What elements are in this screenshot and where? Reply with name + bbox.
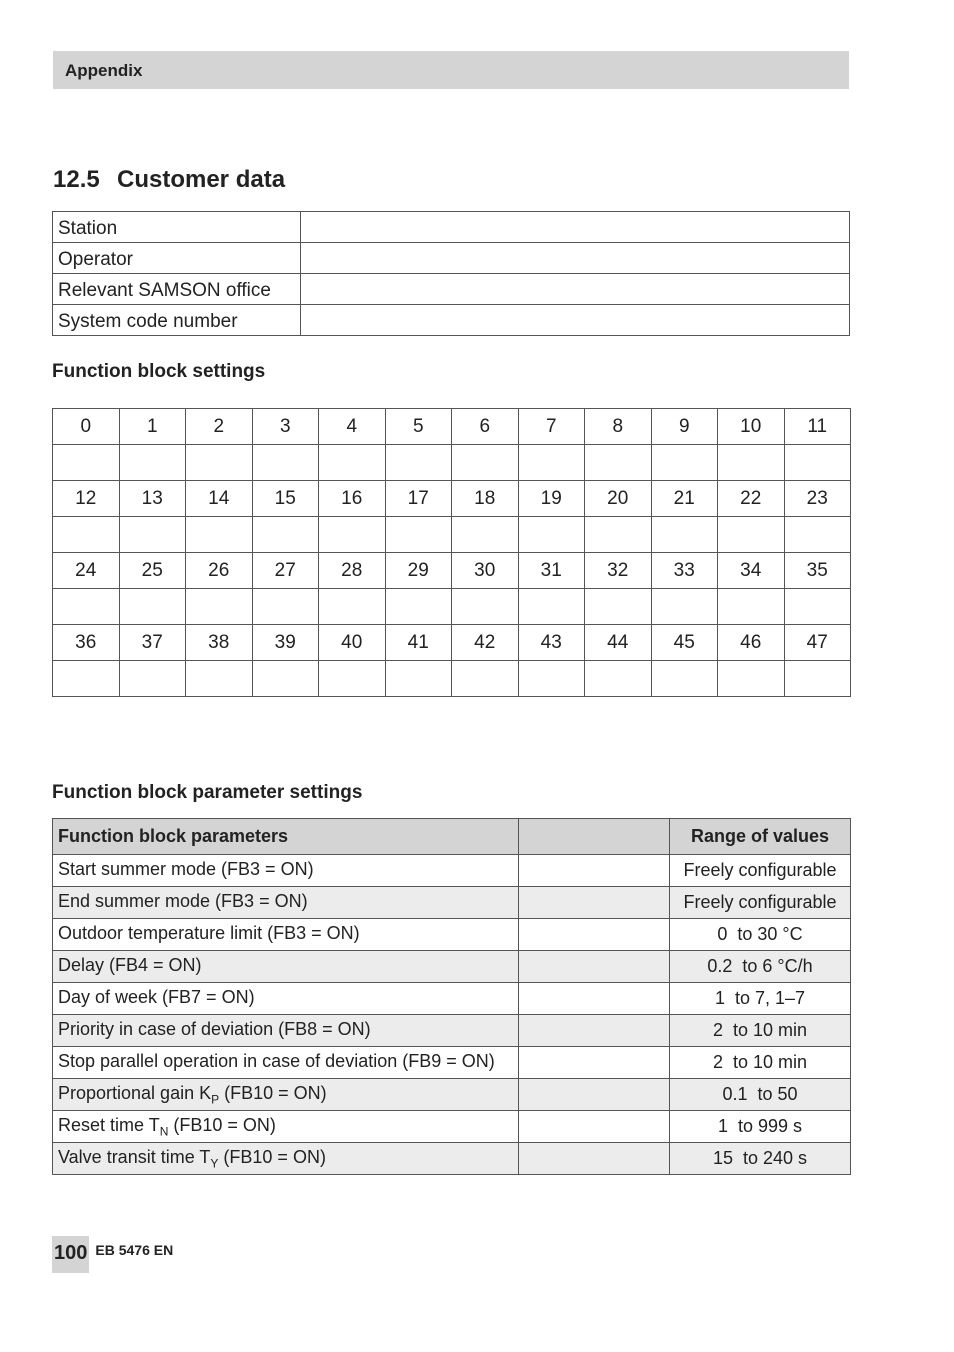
fb-number-cell: 28 xyxy=(319,553,386,589)
fb-value-cell[interactable] xyxy=(718,661,785,697)
param-name-suffix: (FB10 = ON) xyxy=(218,1146,326,1167)
param-name xyxy=(53,887,519,919)
param-value-cell[interactable] xyxy=(519,855,670,887)
fb-value-cell[interactable] xyxy=(385,445,452,481)
fb-number-cell: 27 xyxy=(252,553,319,589)
param-value-cell[interactable] xyxy=(519,1111,670,1143)
fb-value-cell[interactable] xyxy=(53,517,120,553)
table-row xyxy=(53,1047,851,1079)
table-row xyxy=(53,1015,851,1047)
fb-number-cell: 16 xyxy=(319,481,386,517)
fb-number-cell: 41 xyxy=(385,625,452,661)
fb-value-cell[interactable] xyxy=(452,517,519,553)
section-title-text: Customer data xyxy=(117,166,286,193)
fb-number-cell: 38 xyxy=(186,625,253,661)
fb-value-row xyxy=(53,445,851,481)
param-name-text: Delay (FB4 = ON) xyxy=(58,954,202,975)
param-name-subscript: Y xyxy=(210,1156,219,1171)
table-header-row xyxy=(53,819,851,855)
fb-number-cell: 46 xyxy=(718,625,785,661)
fb-value-cell[interactable] xyxy=(585,589,652,625)
fb-params-heading: Function block parameter settings xyxy=(52,782,363,803)
field-label-samson-office: Relevant SAMSON office xyxy=(53,274,301,305)
fb-number-cell: 2 xyxy=(186,409,253,445)
param-range-cell xyxy=(670,855,851,887)
param-name-text: Stop parallel operation in case of deviation (FB9 = ON) xyxy=(58,1050,495,1071)
param-range: 0 to 30 °C xyxy=(717,924,803,944)
fb-number-cell: 7 xyxy=(518,409,585,445)
fb-number-row xyxy=(53,409,851,445)
fb-value-cell[interactable] xyxy=(718,517,785,553)
fb-value-cell[interactable] xyxy=(119,517,186,553)
fb-value-cell[interactable] xyxy=(252,661,319,697)
fb-value-cell[interactable] xyxy=(784,517,851,553)
fb-value-cell[interactable] xyxy=(518,517,585,553)
fb-value-cell[interactable] xyxy=(319,517,386,553)
fb-number-cell: 45 xyxy=(651,625,718,661)
param-name-text: Valve transit time T xyxy=(58,1146,211,1167)
fb-value-cell[interactable] xyxy=(651,661,718,697)
param-range: Freely configurable xyxy=(683,860,837,880)
param-range: 1 to 7, 1–7 xyxy=(714,988,806,1008)
fb-value-cell[interactable] xyxy=(452,445,519,481)
fb-value-cell[interactable] xyxy=(718,589,785,625)
fb-number-cell: 14 xyxy=(186,481,253,517)
param-name xyxy=(53,1079,519,1111)
section-number: 12.5 xyxy=(53,166,100,193)
field-value-samson-office[interactable] xyxy=(301,274,850,305)
fb-value-cell[interactable] xyxy=(252,517,319,553)
fb-value-cell[interactable] xyxy=(518,445,585,481)
fb-value-cell[interactable] xyxy=(186,517,253,553)
fb-number-cell: 47 xyxy=(784,625,851,661)
fb-number-cell: 42 xyxy=(452,625,519,661)
param-name-text: Proportional gain K xyxy=(58,1082,212,1103)
fb-value-row xyxy=(53,589,851,625)
fb-number-cell: 43 xyxy=(518,625,585,661)
fb-number-cell: 34 xyxy=(718,553,785,589)
fb-number-cell: 0 xyxy=(53,409,120,445)
table-row xyxy=(53,243,850,274)
param-name-suffix: (FB10 = ON) xyxy=(168,1114,276,1135)
param-name xyxy=(53,1111,519,1143)
fb-value-cell[interactable] xyxy=(585,517,652,553)
fb-value-cell[interactable] xyxy=(385,589,452,625)
fb-number-cell: 24 xyxy=(53,553,120,589)
table-row xyxy=(53,951,851,983)
fb-value-cell[interactable] xyxy=(518,589,585,625)
param-name xyxy=(53,855,519,887)
fb-value-cell[interactable] xyxy=(518,661,585,697)
fb-value-cell[interactable] xyxy=(585,445,652,481)
document-code: EB 5476 EN xyxy=(95,1242,174,1258)
param-value-cell[interactable] xyxy=(519,887,670,919)
fb-number-cell: 17 xyxy=(385,481,452,517)
field-label-system-code: System code number xyxy=(53,305,301,336)
field-value-station[interactable] xyxy=(301,212,850,243)
fb-number-cell: 18 xyxy=(452,481,519,517)
fb-value-cell[interactable] xyxy=(651,517,718,553)
param-name-text: Start summer mode (FB3 = ON) xyxy=(58,858,314,879)
param-range-cell xyxy=(670,1079,851,1111)
table-row xyxy=(53,983,851,1015)
fb-value-cell[interactable] xyxy=(651,589,718,625)
param-value-cell[interactable] xyxy=(519,1047,670,1079)
fb-value-cell[interactable] xyxy=(252,445,319,481)
param-name xyxy=(53,951,519,983)
field-value-operator[interactable] xyxy=(301,243,850,274)
fb-value-row xyxy=(53,517,851,553)
page-title xyxy=(53,166,285,194)
fb-number-cell: 3 xyxy=(252,409,319,445)
fb-value-cell[interactable] xyxy=(319,589,386,625)
param-name-subscript: P xyxy=(211,1092,220,1107)
param-range-cell xyxy=(670,887,851,919)
fb-number-cell: 44 xyxy=(585,625,652,661)
param-name xyxy=(53,1047,519,1079)
customer-data-table xyxy=(52,211,850,336)
fb-number-cell: 9 xyxy=(651,409,718,445)
col-header-range: Range of values xyxy=(670,819,851,855)
param-name-text: Day of week (FB7 = ON) xyxy=(58,986,255,1007)
fb-value-cell[interactable] xyxy=(784,589,851,625)
param-range: 1 to 999 s xyxy=(717,1116,803,1136)
param-name-subscript: N xyxy=(159,1124,169,1139)
param-range-cell xyxy=(670,1047,851,1079)
function-block-params-table xyxy=(52,818,851,1175)
header-section: Appendix xyxy=(65,61,143,80)
fb-number-row xyxy=(53,481,851,517)
field-label-operator: Operator xyxy=(53,243,301,274)
fb-number-cell: 20 xyxy=(585,481,652,517)
param-range-cell xyxy=(670,1015,851,1047)
param-value-cell[interactable] xyxy=(519,951,670,983)
table-row xyxy=(53,1143,851,1175)
param-range: 2 to 10 min xyxy=(712,1020,808,1040)
fb-value-cell[interactable] xyxy=(585,661,652,697)
table-row xyxy=(53,887,851,919)
fb-number-cell: 25 xyxy=(119,553,186,589)
param-name xyxy=(53,1143,519,1175)
page-footer xyxy=(52,1236,173,1273)
param-range: 15 to 240 s xyxy=(712,1148,808,1168)
param-range-cell xyxy=(670,1111,851,1143)
fb-value-cell[interactable] xyxy=(784,445,851,481)
param-value-cell[interactable] xyxy=(519,1143,670,1175)
fb-number-cell: 10 xyxy=(718,409,785,445)
field-label-station: Station xyxy=(53,212,301,243)
param-name-text: Reset time T xyxy=(58,1114,160,1135)
table-row xyxy=(53,1079,851,1111)
fb-number-row xyxy=(53,625,851,661)
fb-value-cell[interactable] xyxy=(319,445,386,481)
fb-number-cell: 22 xyxy=(718,481,785,517)
col-header-parameters: Function block parameters xyxy=(53,819,519,855)
fb-value-cell[interactable] xyxy=(252,589,319,625)
fb-value-cell[interactable] xyxy=(119,661,186,697)
param-range-cell xyxy=(670,1143,851,1175)
fb-value-cell[interactable] xyxy=(186,661,253,697)
fb-value-cell[interactable] xyxy=(119,589,186,625)
fb-value-cell[interactable] xyxy=(385,517,452,553)
param-name xyxy=(53,1015,519,1047)
param-name xyxy=(53,983,519,1015)
fb-value-row xyxy=(53,661,851,697)
param-value-cell[interactable] xyxy=(519,919,670,951)
field-value-system-code[interactable] xyxy=(301,305,850,336)
fb-number-cell: 23 xyxy=(784,481,851,517)
fb-number-cell: 30 xyxy=(452,553,519,589)
param-value-cell[interactable] xyxy=(519,1015,670,1047)
fb-number-cell: 21 xyxy=(651,481,718,517)
fb-number-row xyxy=(53,553,851,589)
param-range: 0.1 to 50 xyxy=(722,1084,798,1104)
table-row xyxy=(53,919,851,951)
table-row xyxy=(53,212,850,243)
page-number: 100 xyxy=(52,1236,89,1273)
param-name-suffix: (FB10 = ON) xyxy=(219,1082,327,1103)
fb-number-cell: 32 xyxy=(585,553,652,589)
fb-number-cell: 12 xyxy=(53,481,120,517)
param-range: 2 to 10 min xyxy=(712,1052,808,1072)
fb-value-cell[interactable] xyxy=(53,445,120,481)
fb-value-cell[interactable] xyxy=(319,661,386,697)
col-header-value xyxy=(519,819,670,855)
fb-number-cell: 39 xyxy=(252,625,319,661)
param-value-cell[interactable] xyxy=(519,1079,670,1111)
param-range: 0.2 to 6 °C/h xyxy=(707,956,813,976)
fb-number-cell: 6 xyxy=(452,409,519,445)
header-bar xyxy=(53,51,849,89)
table-row xyxy=(53,305,850,336)
fb-number-cell: 13 xyxy=(119,481,186,517)
fb-value-cell[interactable] xyxy=(53,589,120,625)
fb-number-cell: 26 xyxy=(186,553,253,589)
table-row xyxy=(53,855,851,887)
param-range-cell xyxy=(670,951,851,983)
fb-number-cell: 35 xyxy=(784,553,851,589)
fb-number-cell: 31 xyxy=(518,553,585,589)
fb-number-cell: 37 xyxy=(119,625,186,661)
param-name xyxy=(53,919,519,951)
fb-number-cell: 40 xyxy=(319,625,386,661)
fb-number-cell: 1 xyxy=(119,409,186,445)
table-row xyxy=(53,274,850,305)
param-range-cell xyxy=(670,983,851,1015)
fb-number-cell: 36 xyxy=(53,625,120,661)
fb-number-cell: 15 xyxy=(252,481,319,517)
param-range-cell xyxy=(670,919,851,951)
fb-value-cell[interactable] xyxy=(452,589,519,625)
fb-number-cell: 33 xyxy=(651,553,718,589)
param-name-text: Outdoor temperature limit (FB3 = ON) xyxy=(58,922,360,943)
param-range: Freely configurable xyxy=(683,892,837,912)
fb-value-cell[interactable] xyxy=(651,445,718,481)
fb-value-cell[interactable] xyxy=(186,445,253,481)
param-name-text: Priority in case of deviation (FB8 = ON) xyxy=(58,1018,371,1039)
param-value-cell[interactable] xyxy=(519,983,670,1015)
fb-value-cell[interactable] xyxy=(53,661,120,697)
fb-settings-heading: Function block settings xyxy=(52,361,266,382)
fb-value-cell[interactable] xyxy=(452,661,519,697)
fb-number-cell: 29 xyxy=(385,553,452,589)
fb-value-cell[interactable] xyxy=(119,445,186,481)
table-row xyxy=(53,1111,851,1143)
fb-number-cell: 5 xyxy=(385,409,452,445)
fb-number-cell: 11 xyxy=(784,409,851,445)
fb-value-cell[interactable] xyxy=(385,661,452,697)
param-name-text: End summer mode (FB3 = ON) xyxy=(58,890,308,911)
fb-number-cell: 19 xyxy=(518,481,585,517)
fb-value-cell[interactable] xyxy=(718,445,785,481)
fb-number-cell: 4 xyxy=(319,409,386,445)
fb-number-cell: 8 xyxy=(585,409,652,445)
fb-value-cell[interactable] xyxy=(186,589,253,625)
function-block-grid xyxy=(52,408,851,697)
fb-value-cell[interactable] xyxy=(784,661,851,697)
